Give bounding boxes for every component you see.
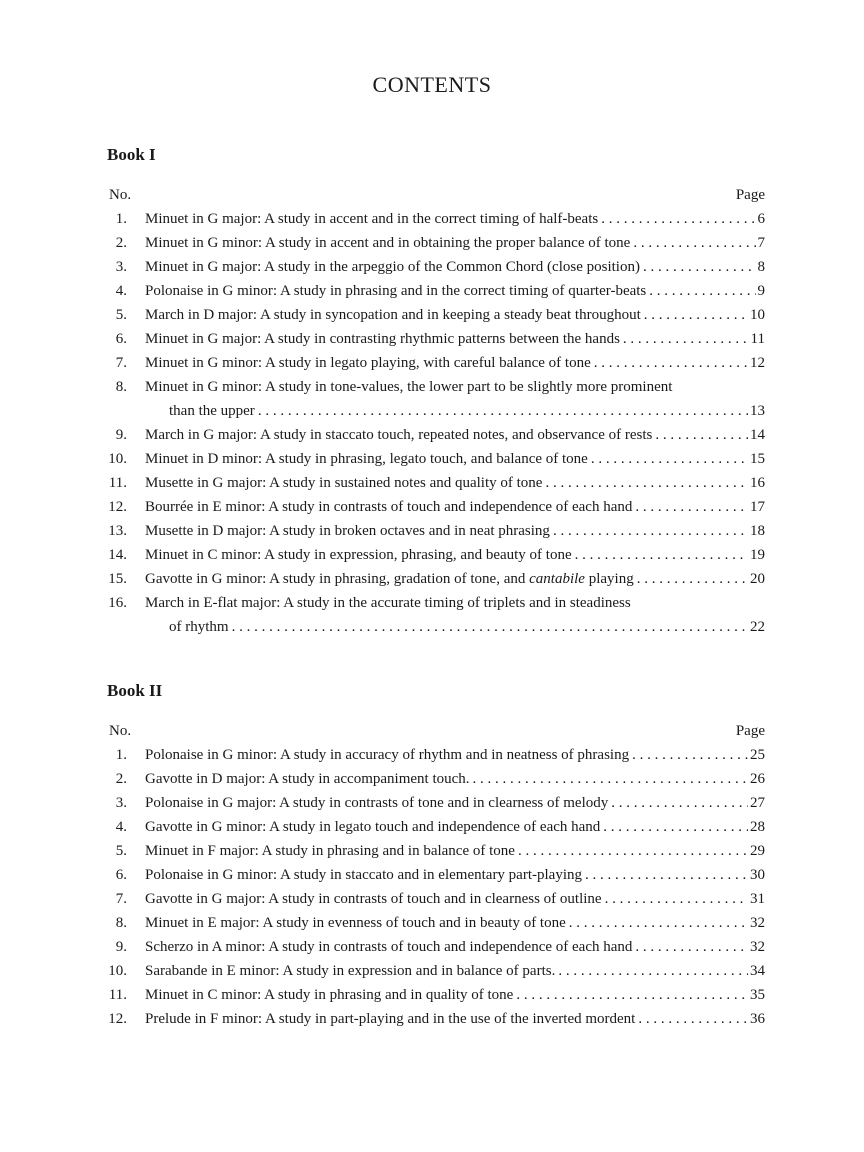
entry-body bbox=[145, 983, 765, 1007]
entry-page-number: 9 bbox=[757, 283, 765, 299]
entry-number: 7. bbox=[115, 891, 127, 907]
entry-body bbox=[145, 231, 765, 255]
toc-entry[interactable] bbox=[107, 543, 765, 567]
entry-title-wrap bbox=[145, 351, 591, 375]
entry-title: Gavotte in D major: A study in accompaniment touch. bbox=[145, 771, 470, 787]
entry-title: Prelude in F minor: A study in part-playing and in the use of the inverted mordent bbox=[145, 1011, 636, 1027]
entry-body bbox=[145, 351, 765, 375]
dot-leader bbox=[632, 743, 748, 767]
entry-number: 8. bbox=[115, 379, 127, 395]
entry-body bbox=[145, 207, 765, 231]
entry-title: Sarabande in E minor: A study in expression and in balance of parts. bbox=[145, 963, 556, 979]
entry-title-wrap bbox=[145, 207, 598, 231]
entry-page-number: 15 bbox=[750, 451, 765, 467]
entry-line bbox=[145, 543, 765, 567]
toc-entry[interactable] bbox=[107, 423, 765, 447]
entry-number: 10. bbox=[108, 451, 127, 467]
toc-entry[interactable] bbox=[107, 495, 765, 519]
entry-number: 8. bbox=[115, 915, 127, 931]
column-headers bbox=[107, 719, 765, 743]
toc-entry[interactable] bbox=[107, 743, 765, 767]
entry-number: 2. bbox=[115, 235, 127, 251]
entry-title-italic: cantabile bbox=[529, 571, 585, 587]
entry-number: 9. bbox=[115, 939, 127, 955]
entry-title: Polonaise in G minor: A study in staccato and in elementary part-playing bbox=[145, 867, 582, 883]
dot-leader bbox=[605, 887, 748, 911]
dot-leader bbox=[473, 767, 748, 791]
toc-entry[interactable] bbox=[107, 351, 765, 375]
entry-title: March in E-flat major: A study in the accurate timing of triplets and in steadiness bbox=[145, 595, 631, 611]
dot-leader bbox=[601, 207, 755, 231]
entry-body bbox=[145, 495, 765, 519]
entry-body bbox=[145, 839, 765, 863]
toc-entry[interactable] bbox=[107, 375, 765, 423]
dot-leader bbox=[603, 815, 748, 839]
entry-title-wrap bbox=[145, 279, 646, 303]
entry-body bbox=[145, 791, 765, 815]
page-column-label: Page bbox=[735, 187, 765, 203]
entry-body bbox=[145, 863, 765, 887]
entry-page-number: 18 bbox=[750, 523, 765, 539]
entry-number: 7. bbox=[115, 355, 127, 371]
toc-entry[interactable] bbox=[107, 591, 765, 639]
entry-body bbox=[145, 279, 765, 303]
entry-title: Polonaise in G major: A study in contrasts of tone and in clearness of melody bbox=[145, 795, 609, 811]
entry-body bbox=[145, 375, 765, 423]
entry-title: Minuet in F major: A study in phrasing and in balance of tone bbox=[145, 843, 515, 859]
entry-page-number: 7 bbox=[757, 235, 765, 251]
entry-page-number: 27 bbox=[750, 795, 765, 811]
entry-line bbox=[145, 983, 765, 1007]
page-title: CONTENTS bbox=[372, 72, 492, 97]
entry-title-wrap bbox=[145, 959, 555, 983]
entry-number: 4. bbox=[115, 819, 127, 835]
entry-page-number: 28 bbox=[750, 819, 765, 835]
number-column-label: No. bbox=[109, 187, 132, 203]
entry-title-wrap bbox=[145, 327, 620, 351]
entry-page-number: 20 bbox=[750, 571, 765, 587]
entry-title-wrap bbox=[145, 519, 550, 543]
book-heading: Book I bbox=[107, 145, 156, 164]
entry-number: 3. bbox=[115, 795, 127, 811]
entry-line bbox=[145, 351, 765, 375]
entry-line bbox=[145, 815, 765, 839]
entry-body bbox=[145, 591, 765, 639]
dot-leader bbox=[637, 567, 748, 591]
entry-line bbox=[145, 791, 765, 815]
entry-line bbox=[145, 887, 765, 911]
entry-body bbox=[145, 911, 765, 935]
entry-line bbox=[145, 519, 765, 543]
dot-leader bbox=[594, 351, 748, 375]
entry-page-number: 36 bbox=[750, 1011, 765, 1027]
entry-title-continuation: of rhythm bbox=[169, 619, 229, 635]
dot-leader bbox=[553, 519, 748, 543]
column-headers bbox=[107, 183, 765, 207]
entry-title: March in D major: A study in syncopation and in keeping a steady beat throughout bbox=[145, 307, 641, 323]
dot-leader bbox=[633, 231, 755, 255]
entry-number: 5. bbox=[115, 307, 127, 323]
entry-title-wrap bbox=[145, 423, 652, 447]
entry-page-number: 25 bbox=[750, 747, 765, 763]
entry-title-wrap bbox=[145, 887, 602, 911]
dot-leader bbox=[558, 959, 748, 983]
entry-line bbox=[145, 207, 765, 231]
entry-line bbox=[145, 935, 765, 959]
entry-title-wrap bbox=[145, 791, 608, 815]
entry-page-number: 8 bbox=[757, 259, 765, 275]
entry-line bbox=[145, 743, 765, 767]
entry-title: Minuet in G major: A study in contrasting rhythmic patterns between the hands bbox=[145, 331, 620, 347]
entry-line bbox=[145, 471, 765, 495]
entry-continuation-line bbox=[145, 399, 765, 423]
entry-title-wrap bbox=[145, 303, 641, 327]
entry-title: Minuet in G minor: A study in tone-values, the lower part to be slightly more prominent bbox=[145, 379, 673, 395]
entry-line bbox=[145, 1007, 765, 1031]
toc-entry[interactable] bbox=[107, 519, 765, 543]
entry-title-wrap bbox=[145, 255, 640, 279]
entry-title-continuation: than the upper bbox=[169, 403, 255, 419]
entry-title: Scherzo in A minor: A study in contrasts of touch and independence of each hand bbox=[145, 939, 633, 955]
entry-title: Minuet in G minor: A study in legato playing, with careful balance of tone bbox=[145, 355, 591, 371]
toc-entry[interactable] bbox=[107, 231, 765, 255]
toc-entry[interactable] bbox=[107, 935, 765, 959]
toc-entry[interactable] bbox=[107, 959, 765, 983]
entry-page-number: 32 bbox=[750, 939, 765, 955]
dot-leader bbox=[611, 791, 748, 815]
entry-line bbox=[145, 839, 765, 863]
toc-entry[interactable] bbox=[107, 791, 765, 815]
entry-body bbox=[145, 303, 765, 327]
entry-body bbox=[145, 959, 765, 983]
entry-number: 4. bbox=[115, 283, 127, 299]
page-column-label: Page bbox=[735, 723, 765, 739]
toc-entry[interactable] bbox=[107, 839, 765, 863]
dot-leader bbox=[232, 615, 748, 639]
entry-body bbox=[145, 935, 765, 959]
dot-leader bbox=[585, 863, 748, 887]
entry-title: Minuet in C minor: A study in phrasing and in quality of tone bbox=[145, 987, 514, 1003]
entry-line bbox=[145, 423, 765, 447]
entry-number: 11. bbox=[108, 475, 127, 491]
entry-number: 13. bbox=[108, 523, 127, 539]
entry-line bbox=[145, 911, 765, 935]
entry-body bbox=[145, 567, 765, 591]
toc-entry[interactable] bbox=[107, 255, 765, 279]
entry-page-number: 6 bbox=[757, 211, 765, 227]
entry-title-wrap bbox=[145, 567, 634, 591]
entry-line bbox=[145, 231, 765, 255]
entry-title-wrap bbox=[145, 495, 632, 519]
entry-number: 1. bbox=[115, 211, 127, 227]
toc-entry[interactable] bbox=[107, 863, 765, 887]
entry-number: 6. bbox=[115, 867, 127, 883]
entry-page-number: 14 bbox=[750, 427, 765, 443]
entry-line bbox=[145, 863, 765, 887]
dot-leader bbox=[644, 303, 748, 327]
entry-continuation-line bbox=[145, 615, 765, 639]
entry-line bbox=[145, 495, 765, 519]
entry-title-wrap bbox=[145, 447, 588, 471]
entry-body bbox=[145, 519, 765, 543]
entry-title-end: playing bbox=[584, 571, 634, 587]
number-column-label: No. bbox=[109, 723, 132, 739]
entry-number: 3. bbox=[115, 259, 127, 275]
dot-leader bbox=[591, 447, 748, 471]
entry-number: 12. bbox=[108, 499, 127, 515]
toc-entry[interactable] bbox=[107, 887, 765, 911]
entry-line bbox=[145, 447, 765, 471]
entry-body bbox=[145, 815, 765, 839]
entry-title: Minuet in G major: A study in the arpeggio of the Common Chord (close position) bbox=[145, 259, 640, 275]
entry-page-number: 11 bbox=[750, 331, 765, 347]
toc-entry[interactable] bbox=[107, 327, 765, 351]
entry-title-wrap bbox=[145, 983, 513, 1007]
entry-line bbox=[145, 767, 765, 791]
entry-title: Gavotte in G minor: A study in legato touch and independence of each hand bbox=[145, 819, 601, 835]
entry-line bbox=[145, 279, 765, 303]
entry-title-wrap bbox=[145, 863, 582, 887]
entry-page-number: 13 bbox=[750, 403, 765, 419]
dot-leader bbox=[649, 279, 755, 303]
toc-entry[interactable] bbox=[107, 983, 765, 1007]
dot-leader bbox=[623, 327, 749, 351]
entry-title-wrap bbox=[145, 743, 629, 767]
entry-body bbox=[145, 471, 765, 495]
entry-title-wrap bbox=[145, 935, 632, 959]
entry-body bbox=[145, 543, 765, 567]
entry-page-number: 31 bbox=[750, 891, 765, 907]
entry-body bbox=[145, 327, 765, 351]
dot-leader bbox=[569, 911, 748, 935]
entry-number: 9. bbox=[115, 427, 127, 443]
dot-leader bbox=[643, 255, 756, 279]
entry-page-number: 34 bbox=[750, 963, 765, 979]
entry-title-wrap bbox=[145, 767, 470, 791]
toc-entry[interactable] bbox=[107, 1007, 765, 1031]
toc-entry[interactable] bbox=[107, 767, 765, 791]
entry-page-number: 10 bbox=[750, 307, 765, 323]
entry-title: Minuet in G minor: A study in accent and in obtaining the proper balance of tone bbox=[145, 235, 631, 251]
entry-body bbox=[145, 447, 765, 471]
entry-title-wrap bbox=[145, 1007, 635, 1031]
toc-entry[interactable] bbox=[107, 303, 765, 327]
entry-title: Polonaise in G minor: A study in accuracy of rhythm and in neatness of phrasing bbox=[145, 747, 630, 763]
entry-title: Minuet in D minor: A study in phrasing, legato touch, and balance of tone bbox=[145, 451, 588, 467]
entry-title: Gavotte in G major: A study in contrasts of touch and in clearness of outline bbox=[145, 891, 602, 907]
book-one-section bbox=[107, 143, 765, 639]
entry-title: Minuet in C minor: A study in expression, phrasing, and beauty of tone bbox=[145, 547, 572, 563]
entry-number: 11. bbox=[108, 987, 127, 1003]
entry-title: March in G major: A study in staccato touch, repeated notes, and observance of rests bbox=[145, 427, 653, 443]
entry-title: Musette in D major: A study in broken octaves and in neat phrasing bbox=[145, 523, 550, 539]
book-heading: Book II bbox=[107, 681, 163, 700]
entry-line bbox=[145, 255, 765, 279]
entry-number: 14. bbox=[108, 547, 127, 563]
entry-title: Bourrée in E minor: A study in contrasts of touch and independence of each hand bbox=[145, 499, 633, 515]
entry-number: 1. bbox=[115, 747, 127, 763]
entry-page-number: 22 bbox=[750, 619, 765, 635]
entry-page-number: 29 bbox=[750, 843, 765, 859]
entry-body bbox=[145, 887, 765, 911]
entry-page-number: 30 bbox=[750, 867, 765, 883]
book-two-section bbox=[107, 679, 765, 1031]
dot-leader bbox=[518, 839, 748, 863]
entry-title-wrap bbox=[145, 911, 566, 935]
entry-number: 2. bbox=[115, 771, 127, 787]
dot-leader bbox=[635, 935, 748, 959]
entry-title-wrap bbox=[145, 815, 600, 839]
entry-number: 10. bbox=[108, 963, 127, 979]
entry-line bbox=[145, 567, 765, 591]
entry-title: Gavotte in G minor: A study in phrasing, gradation of tone, and bbox=[145, 571, 526, 587]
toc-entry[interactable] bbox=[107, 815, 765, 839]
entry-line bbox=[145, 303, 765, 327]
dot-leader bbox=[638, 1007, 748, 1031]
toc-entry[interactable] bbox=[107, 279, 765, 303]
entry-number: 15. bbox=[108, 571, 127, 587]
toc-entry[interactable] bbox=[107, 911, 765, 935]
entry-body bbox=[145, 743, 765, 767]
entry-number: 5. bbox=[115, 843, 127, 859]
entry-body bbox=[145, 1007, 765, 1031]
contents-list bbox=[107, 743, 765, 1031]
toc-entry[interactable] bbox=[107, 567, 765, 591]
entry-body bbox=[145, 423, 765, 447]
entry-title: Minuet in E major: A study in evenness of touch and in beauty of tone bbox=[145, 915, 566, 931]
entry-line bbox=[145, 327, 765, 351]
entry-number: 12. bbox=[108, 1011, 127, 1027]
entry-title: Minuet in G major: A study in accent and in the correct timing of half-beats bbox=[145, 211, 599, 227]
entry-body bbox=[145, 255, 765, 279]
entry-body bbox=[145, 767, 765, 791]
entry-title-wrap bbox=[145, 471, 542, 495]
entry-page-number: 26 bbox=[750, 771, 765, 787]
entry-number: 16. bbox=[108, 595, 127, 611]
dot-leader bbox=[635, 495, 748, 519]
entry-title-wrap bbox=[145, 231, 630, 255]
contents-list bbox=[107, 207, 765, 639]
entry-title: Musette in G major: A study in sustained notes and quality of tone bbox=[145, 475, 543, 491]
dot-leader bbox=[516, 983, 748, 1007]
entry-title-wrap bbox=[145, 543, 572, 567]
entry-page-number: 17 bbox=[750, 499, 765, 515]
entry-page-number: 19 bbox=[750, 547, 765, 563]
entry-page-number: 16 bbox=[750, 475, 765, 491]
dot-leader bbox=[655, 423, 748, 447]
entry-title: Polonaise in G minor: A study in phrasing and in the correct timing of quarter-beats bbox=[145, 283, 647, 299]
entry-page-number: 32 bbox=[750, 915, 765, 931]
dot-leader bbox=[575, 543, 748, 567]
entry-number: 6. bbox=[115, 331, 127, 347]
toc-entry[interactable] bbox=[107, 471, 765, 495]
entry-page-number: 35 bbox=[750, 987, 765, 1003]
entry-page-number: 12 bbox=[750, 355, 765, 371]
entry-title-wrap bbox=[145, 839, 515, 863]
toc-entry[interactable] bbox=[107, 207, 765, 231]
entry-line bbox=[145, 959, 765, 983]
dot-leader bbox=[545, 471, 748, 495]
dot-leader bbox=[258, 399, 748, 423]
toc-entry[interactable] bbox=[107, 447, 765, 471]
